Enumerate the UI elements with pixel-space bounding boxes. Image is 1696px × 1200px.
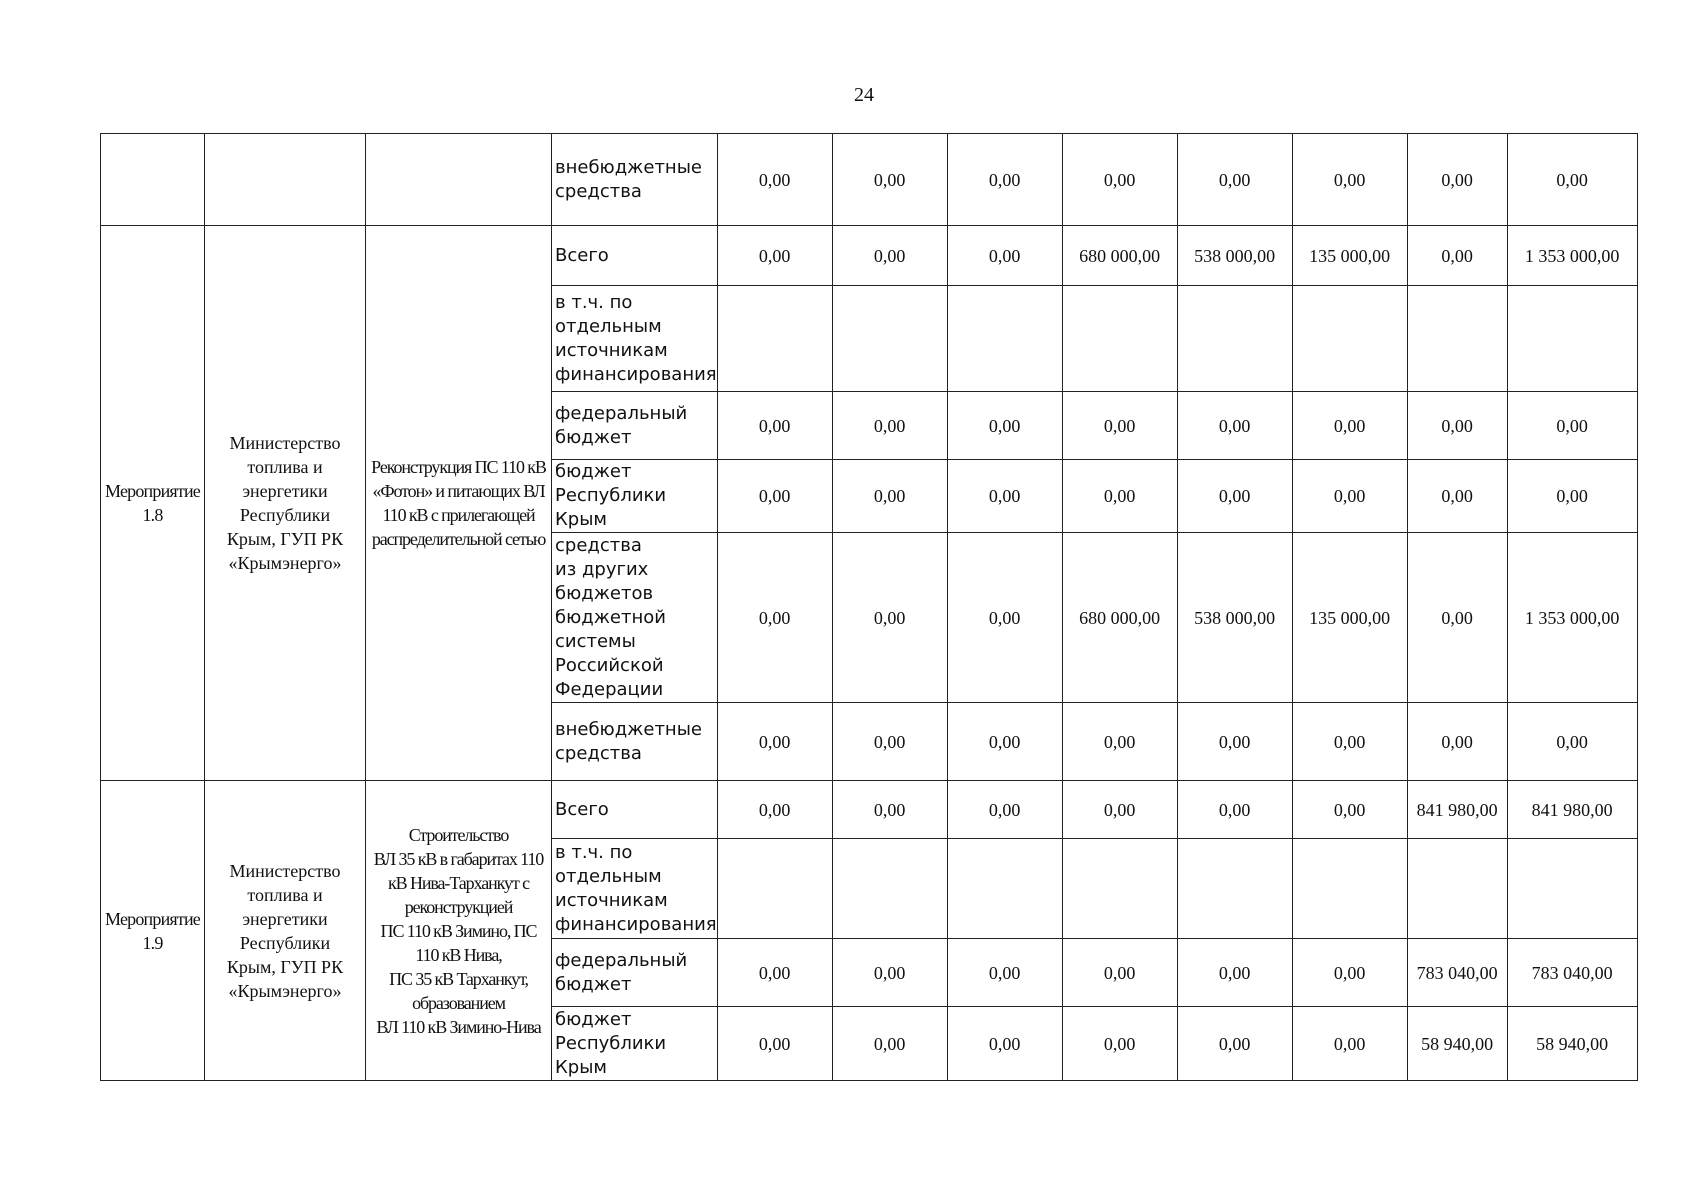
- value-cell: 783 040,00: [1507, 939, 1637, 1007]
- value-cell: 0,00: [947, 939, 1062, 1007]
- value-cell: 1 353 000,00: [1507, 226, 1637, 286]
- value-cell: 0,00: [1177, 460, 1292, 533]
- value-cell: 0,00: [1177, 939, 1292, 1007]
- value-cell: [717, 839, 832, 939]
- value-cell: 0,00: [1177, 703, 1292, 781]
- value-cell: 783 040,00: [1407, 939, 1507, 1007]
- value-cell: 135 000,00: [1292, 533, 1407, 703]
- value-cell: [832, 286, 947, 392]
- value-cell: 680 000,00: [1062, 533, 1177, 703]
- funding-source-cell: федеральный бюджет: [552, 392, 718, 460]
- value-cell: 0,00: [717, 533, 832, 703]
- value-cell: 0,00: [1177, 1007, 1292, 1081]
- value-cell: 538 000,00: [1177, 226, 1292, 286]
- value-cell: 0,00: [1062, 703, 1177, 781]
- value-cell: [832, 839, 947, 939]
- funding-source-cell: средства из других бюджетов бюджетной системы Российской Федерации: [552, 533, 718, 703]
- financing-table: [100, 133, 1638, 1081]
- table-row: [101, 134, 1638, 226]
- funding-source-cell: федеральный бюджет: [552, 939, 718, 1007]
- value-cell: 0,00: [1507, 460, 1637, 533]
- value-cell: 58 940,00: [1407, 1007, 1507, 1081]
- value-cell: 0,00: [1292, 392, 1407, 460]
- value-cell: 0,00: [947, 134, 1062, 226]
- value-cell: 0,00: [717, 703, 832, 781]
- value-cell: 1 353 000,00: [1507, 533, 1637, 703]
- value-cell: 0,00: [832, 939, 947, 1007]
- value-cell: [947, 286, 1062, 392]
- value-cell: [1407, 839, 1507, 939]
- value-cell: 0,00: [1062, 460, 1177, 533]
- funding-source-cell: внебюджетные средства: [552, 134, 718, 226]
- value-cell: 0,00: [1062, 781, 1177, 839]
- empty-cell: [366, 134, 552, 226]
- value-cell: 0,00: [947, 1007, 1062, 1081]
- page-number: 24: [854, 84, 874, 106]
- measure-code-cell: Мероприятие 1.8: [101, 226, 205, 781]
- empty-cell: [101, 134, 205, 226]
- value-cell: 0,00: [947, 392, 1062, 460]
- table-row: [101, 226, 1638, 286]
- funding-source-cell: бюджет Республики Крым: [552, 460, 718, 533]
- value-cell: 0,00: [1062, 1007, 1177, 1081]
- value-cell: 841 980,00: [1407, 781, 1507, 839]
- funding-source-cell: в т.ч. по отдельным источникам финансирования: [552, 286, 718, 392]
- value-cell: [1062, 286, 1177, 392]
- executor-cell: Министерство топлива и энергетики Республики Крым, ГУП РК «Крымэнерго»: [205, 226, 366, 781]
- value-cell: 135 000,00: [1292, 226, 1407, 286]
- value-cell: 0,00: [1177, 781, 1292, 839]
- value-cell: 0,00: [1407, 533, 1507, 703]
- value-cell: 0,00: [1062, 134, 1177, 226]
- funding-source-cell: в т.ч. по отдельным источникам финансирования: [552, 839, 718, 939]
- value-cell: [1177, 286, 1292, 392]
- value-cell: 0,00: [1407, 392, 1507, 460]
- value-cell: 0,00: [1507, 703, 1637, 781]
- value-cell: 0,00: [832, 226, 947, 286]
- empty-cell: [205, 134, 366, 226]
- value-cell: 0,00: [947, 781, 1062, 839]
- value-cell: [1062, 839, 1177, 939]
- value-cell: [1507, 839, 1637, 939]
- value-cell: 0,00: [832, 781, 947, 839]
- value-cell: 0,00: [832, 392, 947, 460]
- value-cell: 0,00: [832, 1007, 947, 1081]
- value-cell: 0,00: [1407, 226, 1507, 286]
- value-cell: 0,00: [717, 134, 832, 226]
- value-cell: 841 980,00: [1507, 781, 1637, 839]
- value-cell: [1292, 286, 1407, 392]
- value-cell: 0,00: [947, 703, 1062, 781]
- value-cell: [947, 839, 1062, 939]
- value-cell: 0,00: [717, 939, 832, 1007]
- executor-cell: Министерство топлива и энергетики Республики Крым, ГУП РК «Крымэнерго»: [205, 781, 366, 1081]
- funding-source-cell: Всего: [552, 781, 718, 839]
- value-cell: 538 000,00: [1177, 533, 1292, 703]
- value-cell: 0,00: [1407, 703, 1507, 781]
- value-cell: 0,00: [1507, 392, 1637, 460]
- value-cell: 0,00: [1292, 460, 1407, 533]
- measure-name-cell: Реконструкция ПС 110 кВ «Фотон» и питающих ВЛ 110 кВ с прилегающей распределительной сетью: [366, 226, 552, 781]
- value-cell: 0,00: [717, 460, 832, 533]
- value-cell: 0,00: [947, 226, 1062, 286]
- value-cell: 0,00: [832, 460, 947, 533]
- value-cell: 0,00: [1062, 392, 1177, 460]
- value-cell: [1407, 286, 1507, 392]
- value-cell: 680 000,00: [1062, 226, 1177, 286]
- funding-source-cell: Всего: [552, 226, 718, 286]
- value-cell: 0,00: [1292, 939, 1407, 1007]
- value-cell: 0,00: [1292, 781, 1407, 839]
- value-cell: 0,00: [947, 533, 1062, 703]
- value-cell: [717, 286, 832, 392]
- value-cell: 0,00: [1292, 134, 1407, 226]
- value-cell: 0,00: [832, 134, 947, 226]
- funding-source-cell: бюджет Республики Крым: [552, 1007, 718, 1081]
- value-cell: 0,00: [717, 226, 832, 286]
- value-cell: 0,00: [1507, 134, 1637, 226]
- value-cell: 0,00: [832, 703, 947, 781]
- value-cell: 0,00: [1062, 939, 1177, 1007]
- value-cell: 0,00: [717, 392, 832, 460]
- measure-name-cell: Строительство ВЛ 35 кВ в габаритах 110 кВ Нива-Тарханкут с реконструкцией ПС 110 кВ Зимино, ПС 110 кВ Нива, ПС 35 кВ Тарханкут, образованием ВЛ 110 кВ Зимино-Нива: [366, 781, 552, 1081]
- value-cell: 0,00: [717, 1007, 832, 1081]
- value-cell: 0,00: [1407, 460, 1507, 533]
- measure-code-cell: Мероприятие 1.9: [101, 781, 205, 1081]
- value-cell: 0,00: [947, 460, 1062, 533]
- value-cell: [1292, 839, 1407, 939]
- value-cell: 0,00: [1292, 703, 1407, 781]
- value-cell: 0,00: [1177, 392, 1292, 460]
- value-cell: [1507, 286, 1637, 392]
- value-cell: 0,00: [1407, 134, 1507, 226]
- value-cell: 0,00: [1292, 1007, 1407, 1081]
- funding-source-cell: внебюджетные средства: [552, 703, 718, 781]
- value-cell: 0,00: [717, 781, 832, 839]
- value-cell: 58 940,00: [1507, 1007, 1637, 1081]
- table-row: [101, 781, 1638, 839]
- value-cell: 0,00: [1177, 134, 1292, 226]
- value-cell: [1177, 839, 1292, 939]
- value-cell: 0,00: [832, 533, 947, 703]
